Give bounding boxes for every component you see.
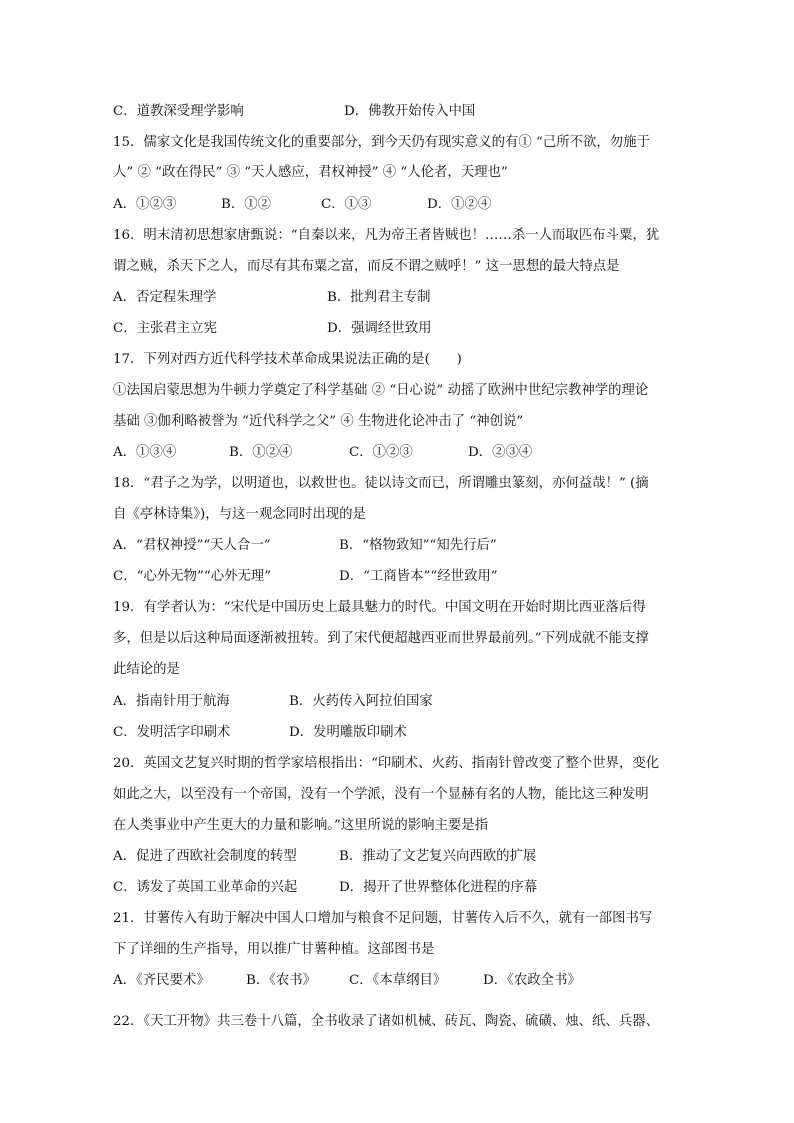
option-d: D．《农政全书》	[483, 973, 581, 988]
q17-stem-line-2: ①法国启蒙思想为牛顿力学奠定了科学基础 ② “日心说” 动摇了欧洲中世纪宗教神学的理论	[113, 383, 649, 398]
option-d: D．“工商皆本”“经世致用”	[339, 569, 498, 584]
q21-stem-line-2: 下了详细的生产指导，用以推广甘薯种植。这部图书是	[113, 942, 435, 957]
option-b: B．推动了文艺复兴向西欧的扩展	[339, 849, 537, 864]
option-a: A．“君权神授”“天人合一”	[113, 538, 271, 553]
option-d: D．②③④	[468, 445, 533, 460]
option-c: C．道教深受理学影响	[113, 104, 244, 119]
option-c: C．《本草纲目》	[349, 973, 447, 988]
option-a: A．①③④	[113, 445, 177, 460]
option-b: B．①②	[221, 197, 272, 212]
option-d: D．发明雕版印刷术	[289, 725, 407, 740]
option-a: A．促进了西欧社会制度的转型	[113, 849, 297, 864]
q15-stem-line-1: 15．儒家文化是我国传统文化的重要部分，到今天仍有现实意义的有① “己所不欲，勿施于	[113, 135, 650, 150]
option-d: D．佛教开始传入中国	[344, 104, 476, 119]
q18-stem-line-2: 自《亭林诗集》)，与这一观念同时出现的是	[113, 507, 366, 522]
q16-stem-line-1: 16．明末清初思想家唐甄说：“自秦以来，凡为帝王者皆贼也！……杀一人而取匹布斗粟，犹	[113, 228, 660, 243]
option-b: B．“格物致知”“知先行后”	[339, 538, 497, 553]
q15-stem-line-2: 人” ② “政在得民” ③ “天人感应，君权神授” ④ “人伦者，天理也”	[113, 165, 508, 180]
option-a: A．否定程朱理学	[113, 290, 217, 305]
option-c: C．①③	[321, 197, 372, 212]
q20-stem-line-2: 如此之大，以至没有一个帝国，没有一个学派，没有一个显赫有名的人物，能比这三种发明	[113, 787, 649, 802]
q16-stem-line-2: 谓之贼，杀天下之人，而尽有其布粟之富，而反不谓之贼呼！” 这一思想的最大特点是	[113, 259, 620, 274]
option-d: D．揭开了世界整体化进程的序幕	[339, 880, 538, 895]
option-a: A．《齐民要术》	[113, 973, 210, 988]
option-b: B．《农书》	[246, 973, 317, 988]
q17-stem-line-1: 17．下列对西方近代科学技术革命成果说法正确的是( )	[113, 352, 462, 367]
option-a: A．①②③	[113, 197, 177, 212]
q22-stem-line-1: 22．《天工开物》共三卷十八篇，全书收录了诸如机械、砖瓦、陶瓷、硫磺、烛、纸、兵器、	[113, 1014, 659, 1029]
option-d: D．①②④	[427, 197, 492, 212]
option-b: B．火药传入阿拉伯国家	[289, 694, 433, 709]
q19-stem-line-3: 此结论的是	[113, 662, 180, 677]
q19-stem-line-2: 多，但是以后这种局面逐渐被扭转。到了宋代便超越西亚而世界最前列。”下列成就不能支撑	[113, 631, 649, 646]
option-c: C．主张君主立宪	[113, 321, 217, 336]
q19-stem-line-1: 19．有学者认为：“宋代是中国历史上最具魅力的时代。中国文明在开始时期比西亚落后得	[113, 600, 646, 615]
option-b: B．①②④	[229, 445, 293, 460]
option-b: B．批判君主专制	[327, 290, 431, 305]
option-c: C．“心外无物”“心外无理”	[113, 569, 272, 584]
q20-stem-line-3: 在人类事业中产生更大的力量和影响。”这里所说的影响主要是指	[113, 818, 489, 833]
q18-stem-line-1: 18．“君子之为学，以明道也，以救世也。徒以诗文而已，所谓雕虫篆刻，亦何益哉！” (摘	[113, 476, 649, 491]
option-a: A．指南针用于航海	[113, 694, 230, 709]
q21-stem-line-1: 21．甘薯传入有助于解决中国人口增加与粮食不足问题，甘薯传入后不久，就有一部图书写	[113, 911, 653, 926]
q17-stem-line-3: 基础 ③伽利略被誉为 “近代科学之父” ④ 生物进化论冲击了 “神创说”	[113, 414, 524, 429]
option-c: C．①②③	[349, 445, 413, 460]
option-c: C．诱发了英国工业革命的兴起	[113, 880, 298, 895]
option-c: C．发明活字印刷术	[113, 725, 231, 740]
q20-stem-line-1: 20．英国文艺复兴时期的哲学家培根指出：“印刷术、火药、指南针曾改变了整个世界，变化	[113, 756, 660, 771]
option-d: D．强调经世致用	[327, 321, 432, 336]
